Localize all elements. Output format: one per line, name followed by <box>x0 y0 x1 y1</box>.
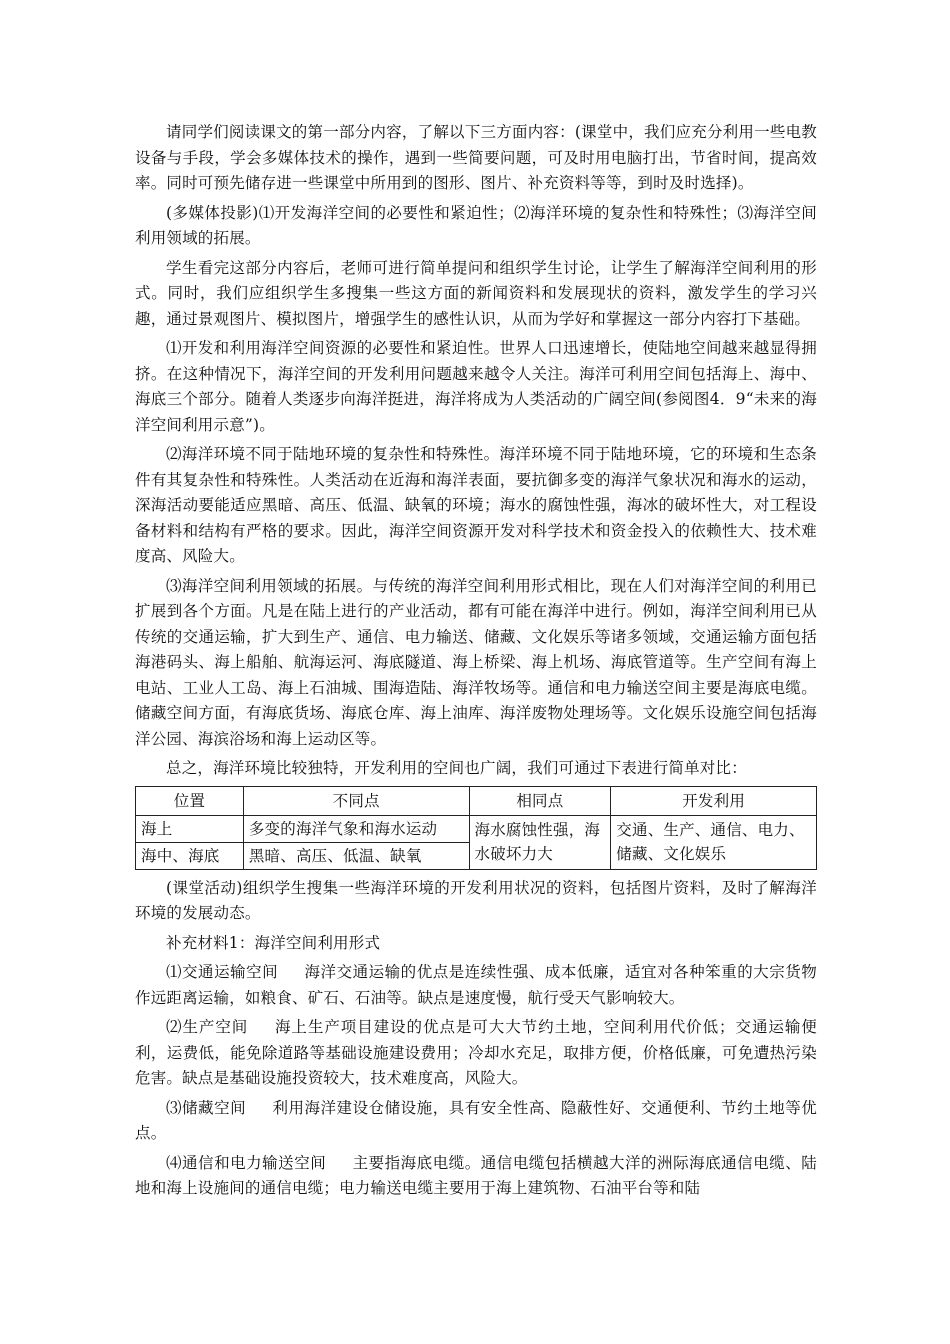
intro-paragraph: 请同学们阅读课文的第一部分内容，了解以下三方面内容：(课堂中，我们应充分利用一些电教设备与手段，学会多媒体技术的操作，遇到一些简要问题，可及时用电脑打出，节省时间，提高效率。同时可预先储存进一些课堂中所用到的图形、图片、补充资料等等，到时及时选择)。 <box>135 123 817 192</box>
communication-label: ⑷通信和电力输送空间 <box>166 1153 327 1172</box>
necessity-paragraph: ⑴开发和利用海洋空间资源的必要性和紧迫性。世界人口迅速增长，使陆地空间越来越显得拥挤。在这种情况下，海洋空间的开发利用问题越来越令人关注。海洋可利用空间包括海上、海中、海底三个部分。随着人类逐步向海洋挺进，海洋将成为人类活动的广阔空间(参阅图4．9“未来的海洋空间利用示意”)。 <box>135 339 817 434</box>
difference-cell: 多变的海洋气象和海水运动 <box>243 815 469 842</box>
use-cell: 交通、生产、通信、电力、储藏、文化娱乐 <box>611 815 817 869</box>
discussion-paragraph: 学生看完这部分内容后，老师可进行简单提问和组织学生讨论，让学生了解海洋空间利用的形式。同时，我们应组织学生多搜集一些这方面的新闻资料和发展现状的资料，激发学生的学习兴趣，通过景观图片、模拟图片，增强学生的感性认识，从而为学好和掌握这一部分内容打下基础。 <box>135 258 817 328</box>
table-row <box>136 815 817 842</box>
production-text: 海上生产项目建设的优点是可大大节约土地，空间利用代价低；交通运输便利，运费低，能免除道路等基础设施建设费用；冷却水充足，取排方便，价格低廉，可免遭热污染危害。缺点是基础设施投资较大，技术难度高，风险大。 <box>135 1018 817 1087</box>
production-paragraph <box>135 1015 817 1092</box>
table-header: 相同点 <box>469 786 611 815</box>
table-header: 位置 <box>136 786 244 815</box>
storage-label: ⑶储藏空间 <box>166 1098 247 1117</box>
difference-cell: 黑暗、高压、低温、缺氧 <box>243 842 469 869</box>
supplement-heading: 补充材料1：海洋空间利用形式 <box>166 933 381 952</box>
storage-paragraph <box>135 1096 817 1147</box>
production-label: ⑵生产空间 <box>166 1018 249 1036</box>
comparison-table <box>135 786 817 870</box>
common-cell: 海水腐蚀性强，海水破坏力大 <box>469 815 611 869</box>
table-header: 开发利用 <box>611 786 817 815</box>
communication-text: 主要指海底电缆。通信电缆包括横越大洋的洲际海底通信电缆、陆地和海上设施间的通信电缆；电力输送电缆主要用于海上建筑物、石油平台等和陆 <box>135 1153 817 1197</box>
table-header-row <box>136 786 817 815</box>
activity-paragraph: (课堂活动)组织学生搜集一些海洋环境的开发利用状况的资料，包括图片资料，及时了解海洋环境的发展动态。 <box>135 878 817 922</box>
storage-text: 利用海洋建设仓储设施，具有安全性高、隐蔽性好、交通便利、节约土地等优点。 <box>135 1098 817 1142</box>
table-header: 不同点 <box>243 786 469 815</box>
position-cell: 海上 <box>136 815 244 842</box>
transport-label: ⑴交通运输空间 <box>166 963 279 981</box>
summary-paragraph: 总之，海洋环境比较独特，开发利用的空间也广阔，我们可通过下表进行简单对比： <box>166 759 747 777</box>
document-page <box>135 120 817 1206</box>
expansion-paragraph: ⑶海洋空间利用领域的拓展。与传统的海洋空间利用形式相比，现在人们对海洋空间的利用已扩展到各个方面。凡是在陆上进行的产业活动，都有可能在海洋中进行。例如，海洋空间利用已从传统的交通运输，扩大到生产、通信、电力输送、储藏、文化娱乐等诸多领域，交通运输方面包括海港码头、海上船舶、航海运河、海底隧道、海上桥梁、海上机场、海底管道等。生产空间有海上电站、工业人工岛、海上石油城、围海造陆、海洋牧场等。通信和电力输送空间主要是海底电缆。储藏空间方面，有海底货场、海底仓库、海上油库、海洋废物处理场等。文化娱乐设施空间包括海洋公园、海滨浴场和海上运动区等。 <box>135 576 817 748</box>
transport-text: 海洋交通运输的优点是连续性强、成本低廉，适宜对各种笨重的大宗货物作远距离运输，如粮食、矿石、石油等。缺点是速度慢，航行受天气影响较大。 <box>135 963 818 1007</box>
communication-paragraph <box>135 1151 817 1202</box>
transport-paragraph <box>135 960 817 1011</box>
complexity-paragraph: ⑵海洋环境不同于陆地环境的复杂性和特殊性。海洋环境不同于陆地环境，它的环境和生态条件有其复杂性和特殊性。人类活动在近海和海洋表面，要抗御多变的海洋气象状况和海水的运动，深海活动要能适应黑暗、高压、低温、缺氧的环境；海水的腐蚀性强，海冰的破坏性大，对工程设备材料和结构有严格的要求。因此，海洋空间资源开发对科学技术和资金投入的依赖性大、技术难度高、风险大。 <box>135 445 817 565</box>
position-cell: 海中、海底 <box>136 842 244 869</box>
multimedia-paragraph: (多媒体投影)⑴开发海洋空间的必要性和紧迫性；⑵海洋环境的复杂性和特殊性；⑶海洋空间利用领域的拓展。 <box>135 203 817 247</box>
